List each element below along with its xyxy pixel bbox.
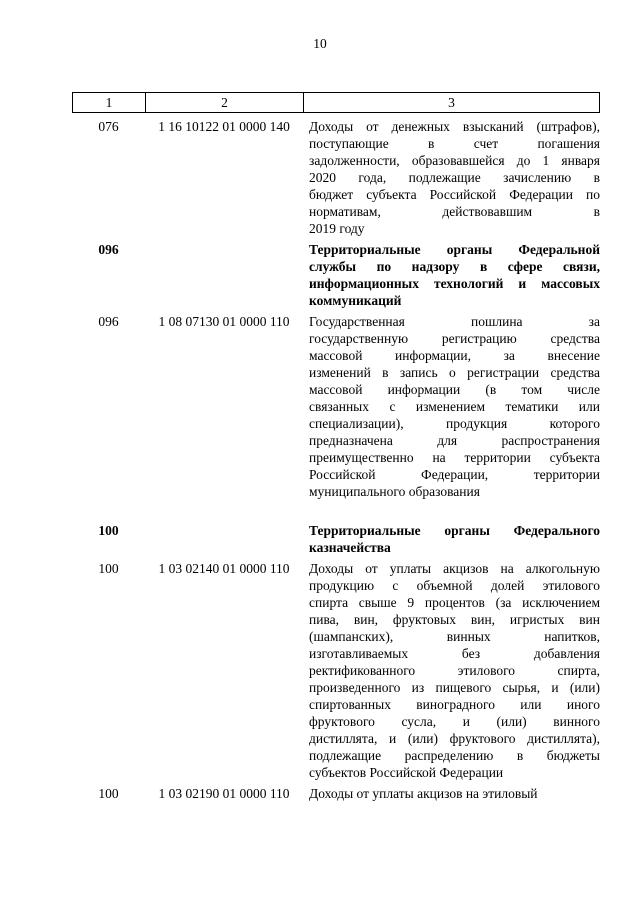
table-body bbox=[72, 118, 600, 802]
budget-classification-code bbox=[145, 522, 303, 556]
description-line: ректификованного этилового спирта, bbox=[309, 663, 600, 678]
income-description bbox=[303, 560, 600, 781]
description-line: Государственная пошлина за bbox=[309, 314, 600, 329]
description-line: муниципального образования bbox=[309, 484, 480, 499]
description-line: Доходы от денежных взысканий (штрафов), bbox=[309, 119, 600, 134]
table-row bbox=[72, 785, 600, 802]
description-line: поступающие в счет погашения bbox=[309, 136, 600, 151]
description-line: 2020 года, подлежащие зачислению в bbox=[309, 170, 600, 185]
description-line: бюджет субъекта Российской Федерации по bbox=[309, 187, 600, 202]
description-line: 2019 году bbox=[309, 221, 365, 236]
income-description bbox=[303, 118, 600, 237]
description-line: задолженности, образовавшейся до 1 января bbox=[309, 153, 600, 168]
table-row bbox=[72, 560, 600, 781]
description-line: Территориальные органы Федерального bbox=[309, 523, 600, 538]
header-col-1: 1 bbox=[73, 93, 146, 112]
description-line: спиртованных виноградного или иного bbox=[309, 697, 600, 712]
description-line: фруктового сусла, и (или) винного bbox=[309, 714, 600, 729]
admin-code: 076 bbox=[98, 119, 119, 134]
description-line: связанных с изменением тематики или bbox=[309, 399, 600, 414]
admin-code: 100 bbox=[98, 561, 119, 576]
description-line: изготавливаемых без добавления bbox=[309, 646, 600, 661]
header-col-3: 3 bbox=[448, 94, 455, 110]
admin-code: 100 bbox=[98, 786, 119, 801]
description-line: преимущественно на территории субъекта bbox=[309, 450, 600, 465]
description-line: информационных технологий и массовых bbox=[309, 276, 600, 291]
budget-classification-code: 1 08 07130 01 0000 110 bbox=[158, 314, 290, 329]
table-row bbox=[72, 118, 600, 237]
description-line: массовой информации, за внесение bbox=[309, 348, 600, 363]
description-line: (шампанских), винных напитков, bbox=[309, 629, 600, 644]
income-description bbox=[303, 785, 600, 802]
budget-classification-code: 1 03 02190 01 0000 110 bbox=[158, 786, 290, 801]
income-description bbox=[303, 313, 600, 500]
description-line: государственную регистрацию средства bbox=[309, 331, 600, 346]
description-line: произведенного из пищевого сырья, и (или) bbox=[309, 680, 600, 695]
income-description bbox=[303, 241, 600, 309]
description-line: подлежащие распределению в бюджеты bbox=[309, 748, 600, 763]
description-line: пива, вин, фруктовых вин, игристых вин bbox=[309, 612, 600, 627]
budget-classification-code bbox=[145, 241, 303, 309]
description-line: казначейства bbox=[309, 540, 391, 555]
description-line: Территориальные органы Федеральной bbox=[309, 242, 600, 257]
description-line: службы по надзору в сфере связи, bbox=[309, 259, 600, 274]
budget-classification-code: 1 16 10122 01 0000 140 bbox=[158, 119, 290, 134]
table-row bbox=[72, 313, 600, 500]
admin-code: 096 bbox=[98, 314, 119, 329]
page-number: 10 bbox=[313, 36, 327, 51]
description-line: продукцию с объемной долей этилового bbox=[309, 578, 600, 593]
description-line: специализации), продукция которого bbox=[309, 416, 600, 431]
admin-code: 100 bbox=[98, 523, 119, 538]
description-line: изменений в запись о регистрации средства bbox=[309, 365, 600, 380]
row-spacer bbox=[72, 500, 600, 522]
table-header bbox=[72, 92, 600, 113]
description-line: Доходы от уплаты акцизов на этиловый bbox=[309, 786, 538, 801]
description-line: спирта свыше 9 процентов (за исключением bbox=[309, 595, 600, 610]
header-col-2: 2 bbox=[146, 93, 304, 112]
table-row bbox=[72, 241, 600, 309]
description-line: Доходы от уплаты акцизов на алкогольную bbox=[309, 561, 600, 576]
budget-classification-code: 1 03 02140 01 0000 110 bbox=[158, 561, 290, 576]
income-description bbox=[303, 522, 600, 556]
description-line: предназначена для распространения bbox=[309, 433, 600, 448]
description-line: Российской Федерации, территории bbox=[309, 467, 600, 482]
table-row bbox=[72, 522, 600, 556]
description-line: коммуникаций bbox=[309, 293, 402, 308]
description-line: субъектов Российской Федерации bbox=[309, 765, 504, 780]
description-line: нормативам, действовавшим в bbox=[309, 204, 600, 219]
admin-code: 096 bbox=[98, 242, 119, 257]
description-line: дистиллята, и (или) фруктового дистиллята), bbox=[309, 731, 600, 746]
description-line: массовой информации (в том числе bbox=[309, 382, 600, 397]
